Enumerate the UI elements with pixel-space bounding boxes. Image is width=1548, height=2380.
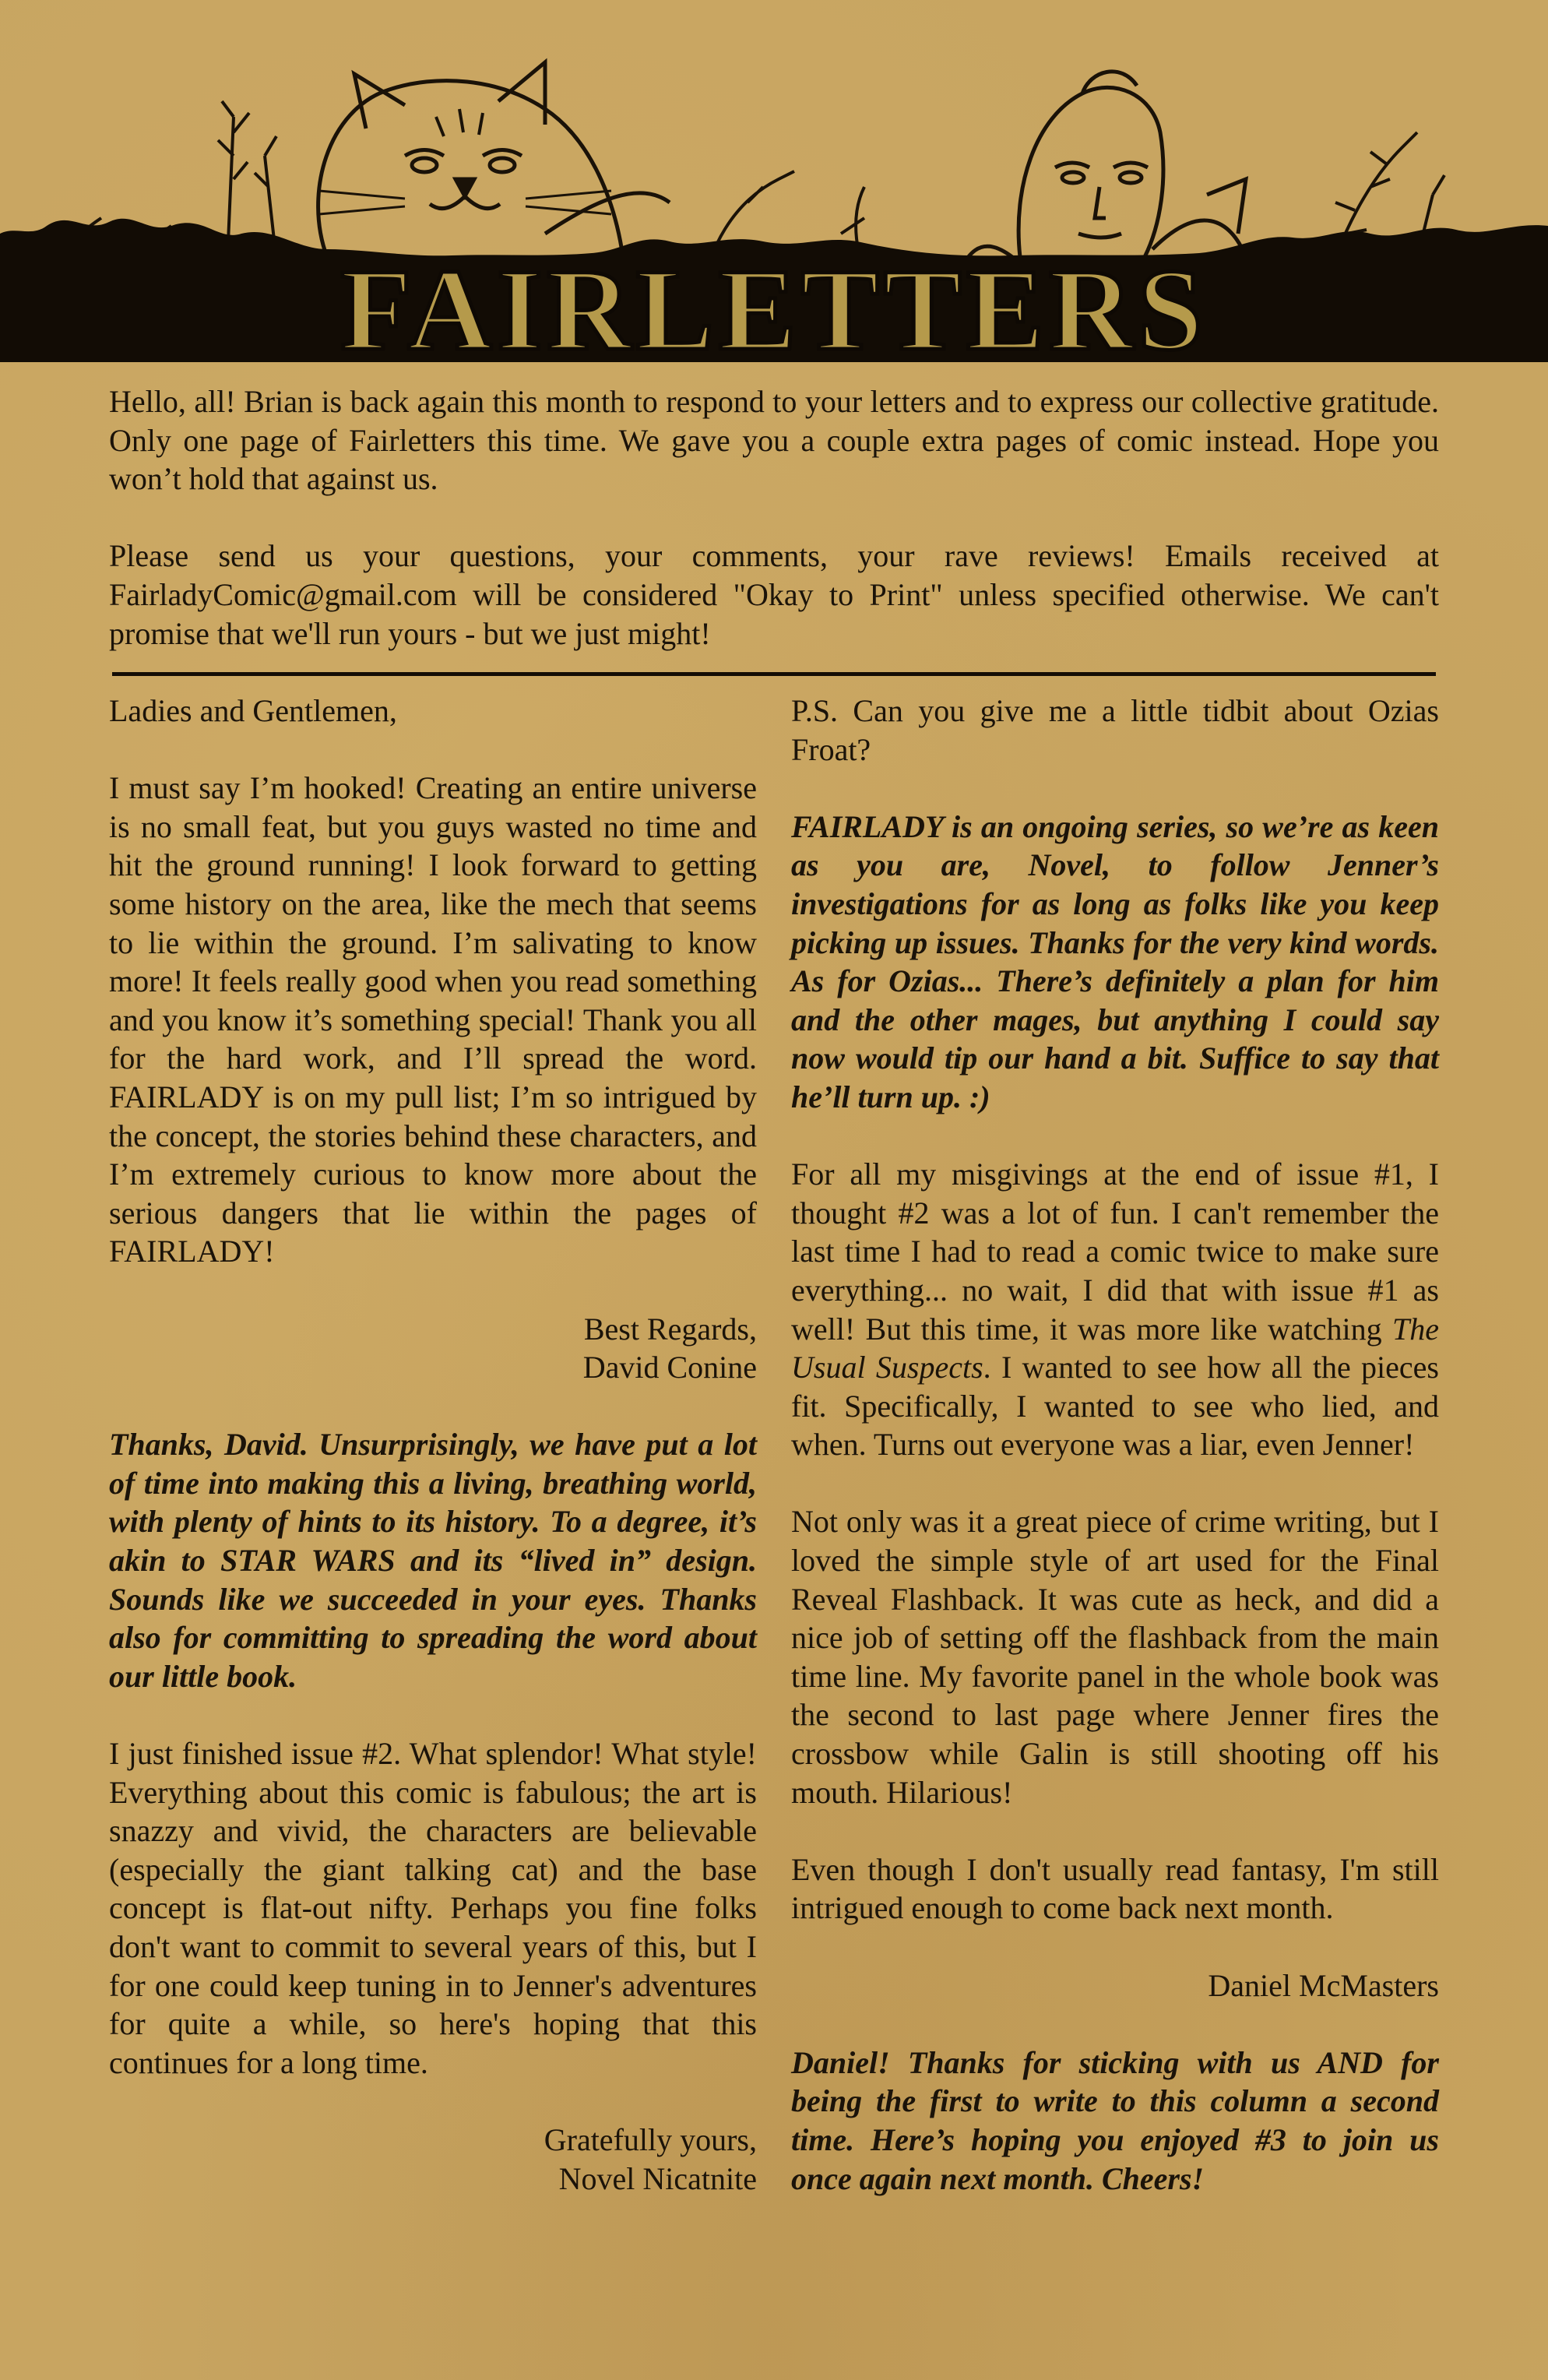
letter-author: Daniel McMasters — [1208, 1967, 1439, 2003]
letter-body — [791, 1155, 1439, 1464]
editor-reply: Daniel! Thanks for sticking with us AND for being the first to write to this column a second time. Here’s hoping you enjoyed #3 to join us once again next month. Cheers! — [791, 2044, 1439, 2196]
letter-author: David Conine — [582, 1350, 757, 1385]
letter-text: . I wanted to see how all the pieces fit. Specifically, I wanted to see who lied, and when. Turns out everyone was a liar, even Jenner! — [791, 1350, 1439, 1463]
letter-body: Even though I don't usually read fantasy, I'm still intrigued enough to come back next month. — [791, 1851, 1439, 1926]
cat-illustration — [318, 62, 670, 257]
header-title: FAIRLETTERS — [340, 245, 1208, 362]
letters-column-left — [109, 692, 757, 2198]
section-divider — [112, 672, 1436, 676]
header-banner — [0, 0, 1548, 362]
letter-postscript: P.S. Can you give me a little tidbit about Ozias Froat? — [791, 693, 1439, 767]
letter-greeting: Ladies and Gentlemen, — [109, 693, 397, 728]
letter-closing: Best Regards, — [583, 1311, 757, 1347]
letter-body: Not only was it a great piece of crime writing, but I loved the simple style of art used for the Final Reveal Flashback. It was cute as heck, and did a nice job of setting off the flashback from the main time line. My favorite panel in the whole book was the second to last page where Jenner fires the crossbow while Galin is still shooting off his mouth. Hilarious! — [791, 1504, 1439, 1810]
letter-text: For all my misgivings at the end of issue #1, I thought #2 was a lot of fun. I can't remember the last time I had to read a comic twice to make sure everything... no wait, I did that with issue #1 as well! But this time, it was more like watching — [791, 1157, 1439, 1347]
letter-body: I just finished issue #2. What splendor! What style! Everything about this comic is fabulous; the art is snazzy and vivid, the characters are believable (especially the giant talking cat) and the base concept is flat-out nifty. Perhaps you fine folks don't want to commit to several years of this, but I for one could keep tuning in to Jenner's adventures for quite a while, so here's hoping that this continues for a long time. — [109, 1736, 757, 2080]
letter-body: I must say I’m hooked! Creating an entire universe is no small feat, but you guys wasted no time and hit the ground running! I look forward to getting some history on the area, like the mech that seems to lie within the ground. I’m salivating to know more! It feels really good when you read something and you know it’s something special! Thank you all for the hard work, and I’ll spread the word. FAIRLADY is on my pull list; I’m so intrigued by the concept, the stories behind these characters, and I’m extremely curious to know more about the serious dangers that lie within the pages of FAIRLADY! — [109, 770, 757, 1269]
intro-paragraph: Hello, all! Brian is back again this month to respond to your letters and to express our collective gratitude. Only one page of Fairletters this time. We gave you a couple extra pages of comic instead. Hope you won’t hold that against us. — [109, 384, 1439, 497]
header-illustration — [0, 0, 1548, 362]
intro-section — [109, 382, 1439, 653]
editor-reply: FAIRLADY is an ongoing series, so we’re as keen as you are, Novel, to follow Jenner’s investigations for as long as folks like you keep picking up issues. Thanks for the very kind words. As for Ozias... There’s definitely a plan for him and the other mages, but anything I could say now would tip our hand a bit. Suffice to say that he’ll turn up. :) — [791, 808, 1439, 1114]
letters-column-right — [791, 692, 1439, 2198]
movie-title: The Usual Suspects — [791, 1311, 1439, 1385]
letter-author: Novel Nicatnite — [558, 2160, 757, 2196]
letter-closing: Gratefully yours, — [544, 2121, 757, 2157]
editor-reply: Thanks, David. Unsurprisingly, we have put a lot of time into making this a living, breathing world, with plenty of hints to its history. To a degree, it’s akin to STAR WARS and its “lived in” design. Sounds like we succeeded in your eyes. Thanks also for committing to spreading the word about our little book. — [109, 1427, 757, 1694]
intro-paragraph: Please send us your questions, your comments, your rave reviews! Emails received at FairladyComic@gmail.com will be considered "Okay to Print" unless specified otherwise. We can't promise that we'll run yours - but we just might! — [109, 538, 1439, 651]
